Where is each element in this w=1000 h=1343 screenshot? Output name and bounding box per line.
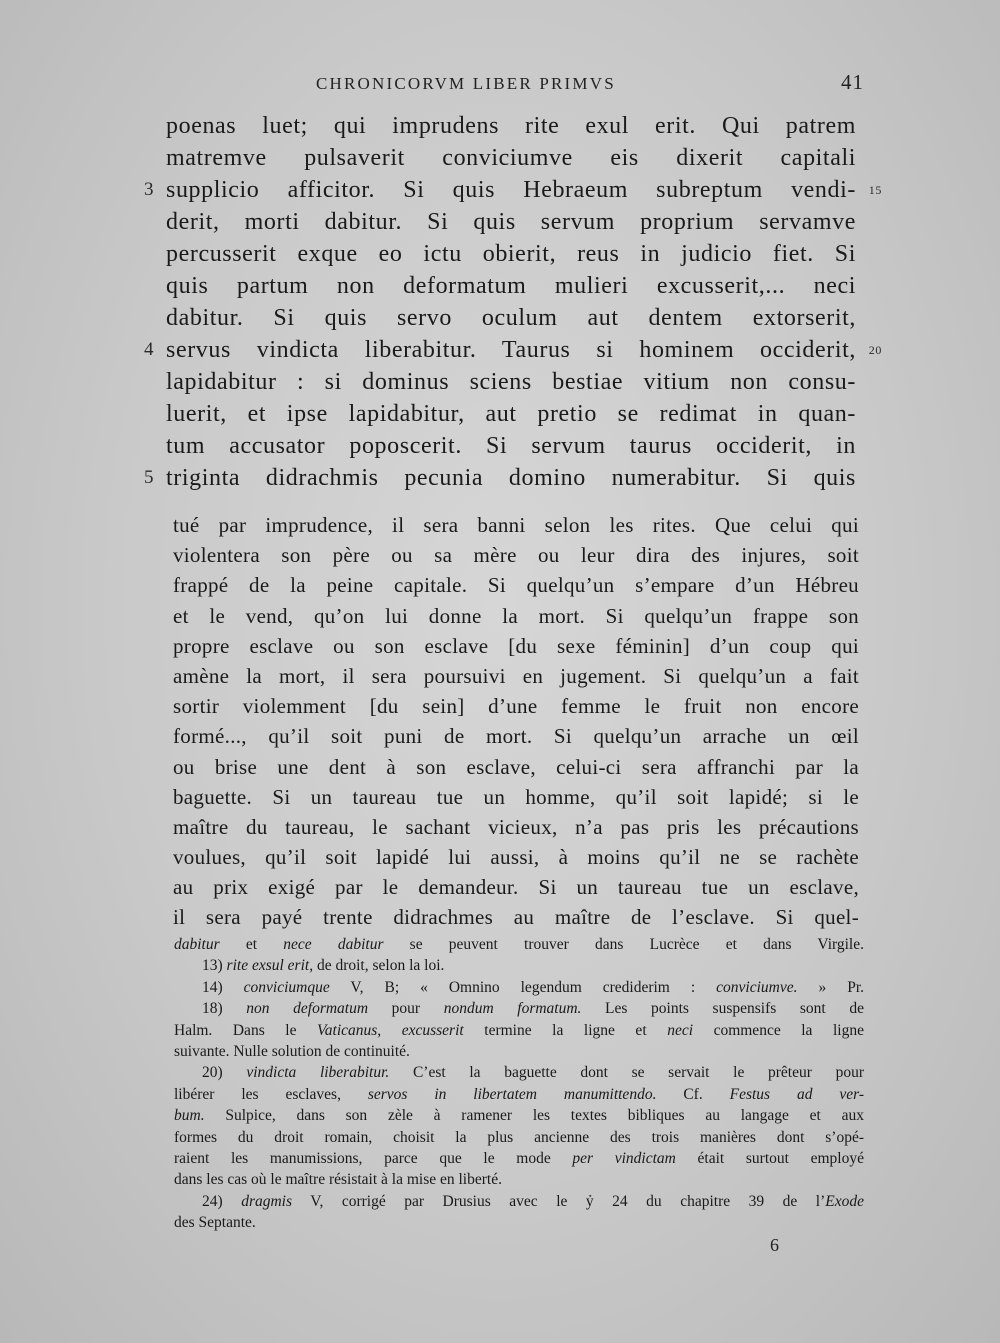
line-number: 15 (868, 183, 882, 197)
page-number: 41 (841, 70, 864, 94)
latin-line: percusserit exque eo ictu obierit, reus in judicio fiet. Si (166, 241, 856, 267)
latin-line: poenas luet; qui imprudens rite exul erit. Qui patrem (166, 113, 856, 139)
french-line: sortir violemment [du sein] d’une femme le fruit non encore (173, 694, 859, 719)
french-line: baguette. Si un taureau tue un homme, qu’il soit lapidé; si le (173, 784, 859, 809)
latin-line: derit, morti dabitur. Si quis servum proprium servamve (166, 209, 856, 235)
footnote-line: 14) conviciumque V, B; « Omnino legendum crediderim : conviciumve. » Pr. (202, 978, 864, 996)
footnote-line: formes du droit romain, choisit la plus ancienne des trois manières dont s’opé- (174, 1128, 864, 1146)
latin-line: luerit, et ipse lapidabitur, aut pretio se redimat in quan- (166, 401, 856, 427)
latin-text (144, 110, 882, 494)
latin-line: dabitur. Si quis servo oculum aut dentem extorserit, (166, 305, 856, 331)
french-line: ou brise une dent à son esclave, celui-ci sera affranchi par la (173, 754, 859, 779)
latin-line: 3 supplicio afficitor. Si quis Hebraeum subreptum vendi- 15 (166, 174, 856, 206)
french-line: voulues, qu’il soit lapidé lui aussi, à moins qu’il ne se rachète (173, 845, 859, 870)
french-line: amène la mort, il sera poursuivi en jugement. Si quelqu’un a fait (173, 663, 859, 688)
footnote-line: bum. Sulpice, dans son zèle à ramener les textes bibliques au langage et aux (174, 1107, 864, 1125)
verse-number: 5 (144, 467, 155, 488)
verse-number: 3 (144, 179, 155, 200)
french-line: au prix exigé par le demandeur. Si un taureau tue un esclave, (173, 875, 859, 900)
footnote-line: libérer les esclaves, servos in libertatem manumittendo. Cf. Festus ad ver- (174, 1085, 864, 1103)
footnote-line: 20) vindicta liberabitur. C’est la baguette dont se servait le prêteur pour (202, 1064, 864, 1082)
latin-line: lapidabitur : si dominus sciens bestiae vitium non consu- (166, 369, 856, 395)
latin-line: tum accusator poposcerit. Si servum taurus occiderit, in (166, 433, 856, 459)
verse-number: 4 (144, 339, 155, 360)
footnote-line: dabitur et nece dabitur se peuvent trouver dans Lucrèce et dans Virgile. (174, 936, 864, 953)
footnote-line: dans les cas où le maître résistait à la mise en liberté. (174, 1171, 502, 1189)
french-line: maître du taureau, le sachant vicieux, n’a pas pris les précautions (173, 814, 859, 839)
french-line: frappé de la peine capitale. Si quelqu’un s’empare d’un Hébreu (173, 573, 859, 598)
footnote-line: suivante. Nulle solution de continuité. (174, 1042, 410, 1060)
footnote-line: 24) dragmis V, corrigé par Drusius avec le ỷ 24 du chapitre 39 de l’Exode (202, 1192, 864, 1210)
french-translation (173, 510, 859, 933)
running-title: CHRONICORVM LIBER PRIMVS (316, 74, 616, 93)
french-line: violentera son père ou sa mère ou leur dira des injures, soit (173, 543, 859, 568)
footnote-line: 18) non deformatum pour nondum formatum. Les points suspensifs sont de (202, 1000, 864, 1018)
french-line: tué par imprudence, il sera banni selon les rites. Que celui qui (173, 513, 859, 537)
footnotes (174, 934, 864, 1233)
page-header (316, 72, 866, 102)
latin-line: quis partum non deformatum mulieri excusserit,... neci (166, 273, 856, 299)
latin-line: matremve pulsaverit conviciumve eis dixerit capitali (166, 145, 856, 171)
line-number: 20 (868, 343, 882, 357)
footnote-line: Halm. Dans le Vaticanus, excusserit termine la ligne et neci commence la ligne (174, 1021, 864, 1039)
french-line: il sera payé trente didrachmes au maître de l’esclave. Si quel- (173, 905, 859, 930)
signature-mark: 6 (770, 1235, 779, 1255)
footnote-line: raient les manumissions, parce que le mode per vindictam était surtout employé (174, 1149, 864, 1167)
french-line: et le vend, qu’on lui donne la mort. Si quelqu’un frappe son (173, 603, 859, 628)
french-line: propre esclave ou son esclave [du sexe féminin] d’un coup qui (173, 633, 859, 658)
latin-line: 4 servus vindicta liberabitur. Taurus si hominem occiderit, 20 (166, 334, 856, 366)
footnote-line: des Septante. (174, 1214, 256, 1232)
footnote-line: 13) rite exsul erit, de droit, selon la loi. (202, 957, 445, 975)
french-line: formé..., qu’il soit puni de mort. Si quelqu’un arrache un œil (173, 724, 859, 749)
latin-line: 5 triginta didrachmis pecunia domino numerabitur. Si quis (166, 462, 856, 494)
